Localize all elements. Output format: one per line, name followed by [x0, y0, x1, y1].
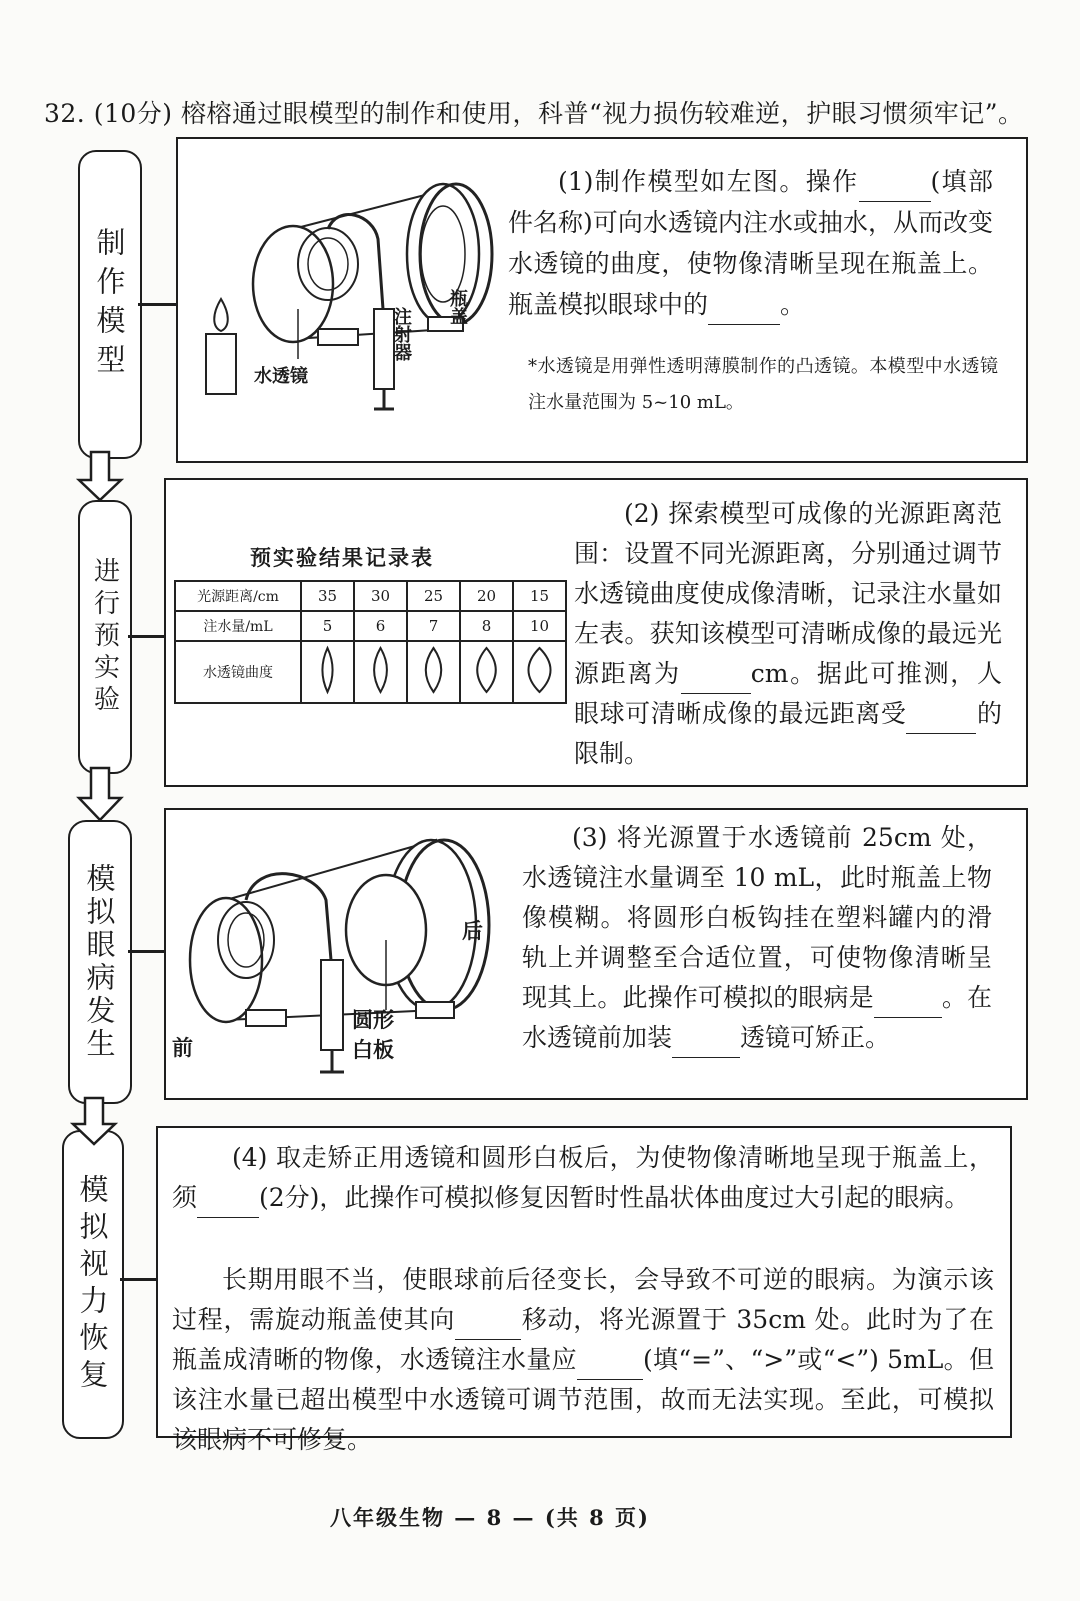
text: 移动，将光源置于 35cm 处。此时为了在瓶盖成清晰的物像，水透镜注水量应	[172, 1305, 994, 1374]
text: cm。据此可推测，人眼球可清晰成像的最远距离受	[574, 659, 1002, 728]
lens-outline	[322, 648, 332, 692]
answer-blank[interactable]	[455, 1309, 521, 1340]
cell: 15	[513, 581, 566, 611]
section-4-box	[156, 1126, 1012, 1454]
text: 。	[780, 290, 806, 319]
lens-shape-icon	[408, 642, 459, 698]
cell: 30	[354, 581, 407, 611]
lens-cell	[301, 641, 354, 703]
cell: 25	[407, 581, 460, 611]
label-back: 后	[462, 918, 483, 943]
table-title: 预实验结果记录表	[250, 545, 434, 570]
text: (1)制作模型如左图。操作	[558, 167, 859, 196]
section-4-para-1	[172, 1138, 994, 1218]
section-3-text	[522, 818, 992, 1058]
section-4-para-2	[172, 1260, 994, 1460]
table-row	[175, 611, 566, 641]
question-title: 32. (10分) 榕榕通过眼模型的制作和使用，科普“视力损伤较难逆，护眼习惯须牢记”。	[44, 99, 1024, 128]
row-header: 水透镜曲度	[175, 641, 301, 703]
cell: 35	[301, 581, 354, 611]
section-3-box	[164, 808, 1028, 1100]
step-label: 进行预实验	[89, 557, 120, 717]
text: 的限制。	[574, 699, 1002, 768]
label-front: 前	[172, 1035, 193, 1060]
lens-cell	[460, 641, 513, 703]
text: (3) 将光源置于水透镜前 25cm 处，水透镜注水量调至 10 mL，此时瓶盖上物像模糊。将圆形白板钩挂在塑料罐内的滑轨上并调整至合适位置，可使物像清晰呈现其上。此操作可模拟的眼病是	[522, 823, 992, 1012]
cell: 8	[460, 611, 513, 641]
step-label: 模拟眼病发生	[82, 863, 117, 1061]
page-footer: 八年级生物 — 8 — (共 8 页)	[330, 1505, 650, 1530]
answer-blank[interactable]	[708, 294, 780, 325]
lens-outline	[477, 648, 496, 692]
text: 。在水透镜前加装	[522, 983, 992, 1052]
label-water-lens: 水透镜	[254, 366, 308, 387]
eye-model-diagram-2	[186, 820, 506, 1080]
cell: 6	[354, 611, 407, 641]
lens-shape-icon	[302, 642, 353, 698]
lens-outline	[426, 648, 441, 692]
step-label: 模拟视力恢复	[75, 1173, 110, 1396]
answer-blank[interactable]	[874, 987, 942, 1018]
answer-blank[interactable]	[672, 1027, 740, 1058]
table-row	[175, 581, 566, 611]
down-arrow-icon	[70, 1098, 130, 1148]
result-table	[174, 580, 567, 704]
answer-blank[interactable]	[197, 1187, 259, 1218]
section-1-box	[176, 137, 1028, 463]
row-header: 光源距离/cm	[175, 581, 301, 611]
label-bottle-cap: 瓶盖	[447, 289, 468, 325]
cell: 7	[407, 611, 460, 641]
text: (4) 取走矫正用透镜和圆形白板后，为使物像清晰地呈现于瓶盖上，须	[172, 1143, 994, 1212]
section-1-note: *水透镜是用弹性透明薄膜制作的凸透镜。本模型中水透镜注水量范围为 5~10 mL。	[528, 356, 998, 413]
text: (填“=”、“>”或“<”) 5mL。但该注水量已超出模型中水透镜可调节范围，故而无法实现。至此，可模拟该眼病不可修复。	[172, 1345, 994, 1454]
lens-outline	[374, 648, 387, 692]
text: (填部件名称)可向水透镜内注水或抽水，从而改变水透镜的曲度，使物像清晰呈现在瓶盖上。瓶盖模拟眼球中的	[508, 167, 993, 319]
row-header: 注水量/mL	[175, 611, 301, 641]
lens-cell	[407, 641, 460, 703]
lens-shape-icon	[355, 642, 406, 698]
text: (2分)，此操作可模拟修复因暂时性晶状体曲度过大引起的眼病。	[259, 1183, 970, 1212]
answer-blank[interactable]	[859, 171, 931, 202]
step-simulate-disease	[68, 820, 132, 1104]
lens-outline	[528, 648, 550, 692]
lens-shape-icon	[514, 642, 565, 698]
section-2-box	[164, 478, 1028, 787]
label-round-board: 圆形白板	[352, 1007, 394, 1062]
cell: 20	[460, 581, 513, 611]
step-make-model	[78, 150, 142, 459]
text: 长期用眼不当，使眼球前后径变长，会导致不可逆的眼病。为演示该过程，需旋动瓶盖使其向	[172, 1265, 994, 1334]
step-simulate-recovery	[62, 1130, 124, 1439]
cell: 5	[301, 611, 354, 641]
answer-blank[interactable]	[681, 663, 751, 694]
answer-blank[interactable]	[577, 1349, 643, 1380]
down-arrow-icon	[76, 452, 136, 502]
text: 透镜可矫正。	[740, 1023, 891, 1052]
section-2-text	[574, 494, 1002, 774]
table-row	[175, 641, 566, 703]
step-pre-experiment	[78, 500, 132, 774]
connector-line	[138, 303, 176, 306]
connector-line	[128, 635, 166, 638]
label-syringe: 注射器	[391, 307, 412, 361]
lens-cell	[513, 641, 566, 703]
answer-blank[interactable]	[906, 703, 976, 734]
down-arrow-icon	[76, 768, 136, 823]
text: (2) 探索模型可成像的光源距离范围：设置不同光源距离，分别通过调节水透镜曲度使成像清晰，记录注水量如左表。获知该模型可清晰成像的最远光源距离为	[574, 499, 1002, 688]
lens-shape-icon	[461, 642, 512, 698]
connector-line	[120, 1278, 156, 1281]
cell: 10	[513, 611, 566, 641]
section-1-text	[508, 161, 993, 325]
step-label: 制作模型	[92, 226, 127, 383]
connector-line	[128, 950, 164, 953]
lens-cell	[354, 641, 407, 703]
